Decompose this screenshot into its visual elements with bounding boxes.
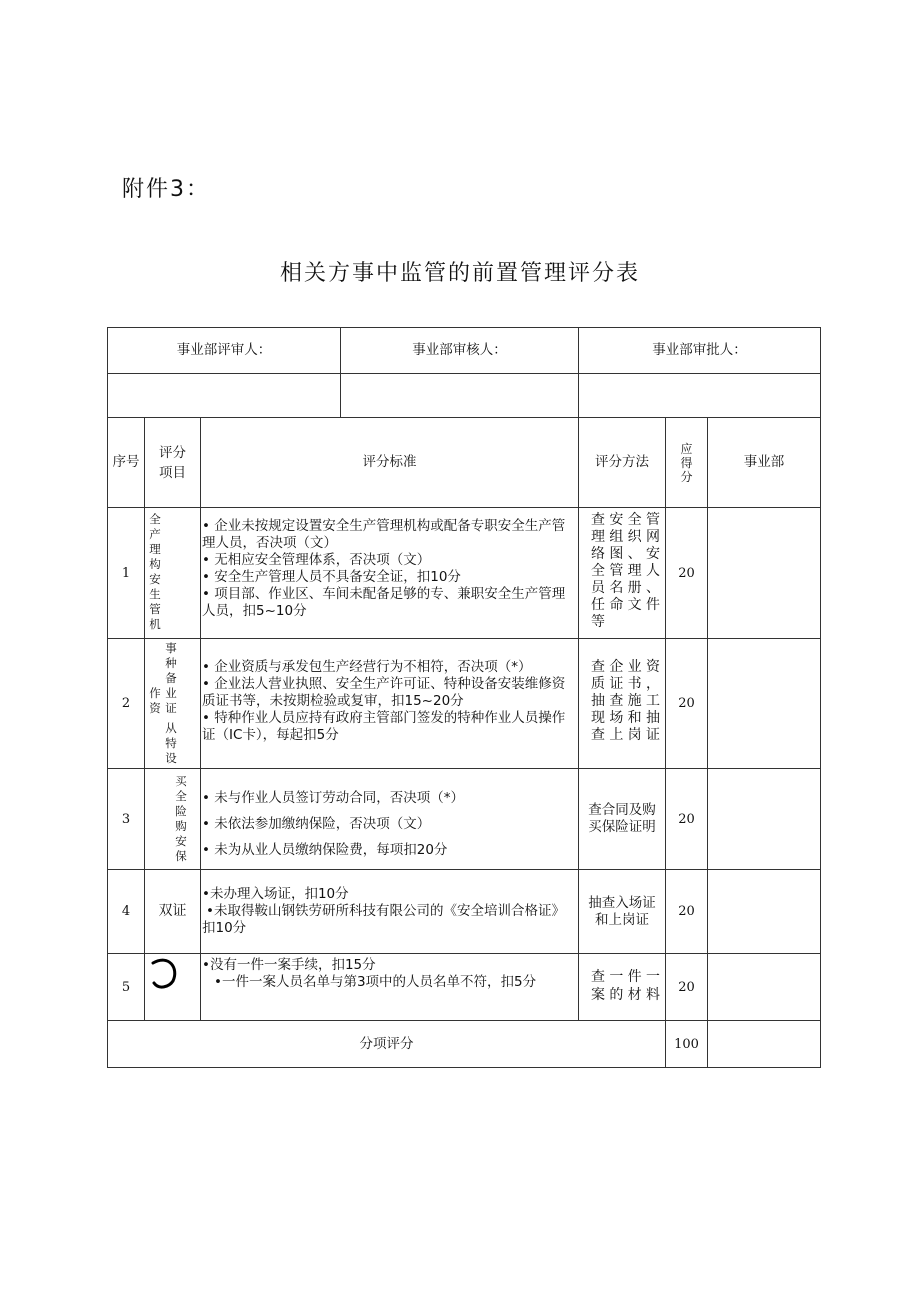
row-score: 20: [678, 565, 695, 581]
criteria-line: • 未与作业人员签订劳动合同，否决项（*）: [202, 790, 465, 806]
reviewer-label: 事业部评审人：: [176, 342, 272, 358]
row-item: 买全险购安保: [175, 774, 187, 863]
row-item-mark: [145, 954, 200, 1020]
row-score: 20: [678, 979, 695, 995]
row-seq: 5: [121, 979, 131, 995]
row-criteria: [202, 785, 578, 863]
approver-label: 事业部审批人：: [652, 342, 747, 358]
row-criteria: [202, 957, 578, 991]
row-method: 查企业资质证书，抽查施工现场和抽查上岗证: [591, 659, 660, 743]
row-item: 双证: [158, 903, 187, 919]
criteria-line: •未办理入场证，扣10分: [202, 886, 349, 902]
criteria-line: •一件一案人员名单与第3项中的人员名单不符，扣5分: [214, 974, 537, 990]
row-method: 查一件一案的材料: [591, 969, 660, 1003]
header-seq: 序号: [112, 454, 140, 470]
page-title: 相关方事中监管的前置管理评分表: [279, 261, 640, 286]
checker-label: 事业部审核人：: [412, 342, 507, 358]
criteria-line: • 安全生产管理人员不具备安全证，扣10分: [202, 569, 461, 585]
criteria-line: • 无相应安全管理体系，否决项（文）: [202, 552, 431, 568]
handwritten-mark-icon: [153, 960, 175, 987]
criteria-line: • 项目部、作业区、车间未配备足够的专、兼职安全生产管理人员，扣5~10分: [202, 586, 566, 619]
criteria-line: •未取得鞍山钢铁劳研所科技有限公司的《安全培训合格证》扣10分: [202, 903, 565, 936]
row-seq: 1: [121, 565, 131, 581]
row-seq: 3: [121, 811, 131, 827]
row-score: 20: [678, 811, 695, 827]
criteria-line: • 企业资质与承发包生产经营行为不相符，否决项（*）: [202, 659, 532, 675]
row-seq: 4: [121, 904, 131, 919]
header-method: 评分方法: [595, 454, 649, 470]
header-score: 应得分: [680, 441, 693, 484]
row-item: 作资: [149, 686, 161, 715]
criteria-line: • 未为从业人员缴纳保险费，每项扣20分: [202, 842, 448, 858]
row-criteria: [202, 659, 578, 744]
row-criteria: [202, 518, 578, 620]
row-criteria: [202, 886, 578, 937]
criteria-line: • 企业法人营业执照、安全生产许可证、特种设备安装维修资质证书等，未按期检验或复审，扣15~20分: [202, 676, 566, 709]
total-score: 100: [674, 1036, 699, 1052]
header-criteria: 评分标准: [362, 454, 417, 470]
row-item: 从特设: [165, 721, 177, 765]
header-item-line2: 项目: [159, 464, 186, 481]
criteria-line: • 特种作业人员应持有政府主管部门签发的特种作业人员操作证（IC卡），每起扣5分: [202, 710, 566, 743]
row-score: 20: [678, 696, 695, 711]
criteria-line: • 未依法参加缴纳保险，否决项（文）: [202, 816, 431, 832]
criteria-line: • 企业未按规定设置安全生产管理机构或配备专职安全生产管理人员，否决项（文）: [202, 518, 566, 551]
total-label: 分项评分: [359, 1035, 414, 1052]
header-item-line1: 评分: [159, 444, 186, 461]
row-method: 查安全管理组织网络图、安全管理人员名册、任命文件等: [591, 512, 660, 630]
row-method: 抽查入场证和上岗证: [588, 894, 656, 928]
header-item: [145, 418, 200, 507]
row-item: 事种备业证: [165, 641, 177, 715]
row-item: 全产理构安生管机: [149, 512, 161, 631]
row-score: 20: [678, 904, 695, 919]
attachment-label: 附件3：: [122, 177, 210, 202]
criteria-line: •没有一件一案手续，扣15分: [202, 957, 376, 973]
header-dept: 事业部: [743, 454, 785, 470]
row-method: 查合同及购买保险证明: [588, 802, 656, 835]
row-seq: 2: [121, 696, 131, 711]
